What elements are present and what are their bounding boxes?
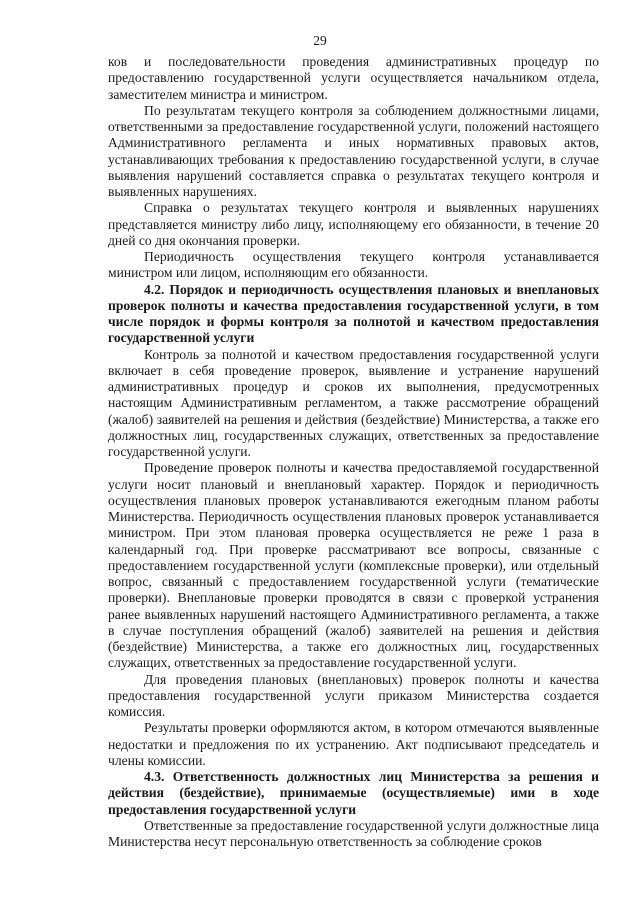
document-body <box>108 54 599 850</box>
paragraph-personal-responsibility: Ответственные за предоставление государственной услуги должностные лица Министерства несут персональную ответственность за соблюдение сроков <box>108 817 599 849</box>
section-heading-4-3: 4.3. Ответственность должностных лиц Министерства за решения и действия (бездействие), принимаемые (осуществляемые) ими в ходе предоставления государственной услуги <box>108 769 599 817</box>
paragraph-inspections: Проведение проверок полноты и качества предоставляемой государственной услуги носит плановый и внеплановый характер. Порядок и периодичность осуществления плановых проверок устанавливаются ежегодным планом работы Министерства. Периодичность осуществления плановых проверок устанавливается министром. При этом плановая проверка осуществляется не реже 1 раза в календарный год. При проверке рассматривают все вопросы, связанные с предоставлением государственной услуги (комплексные проверки), или отдельный вопрос, связанный с предоставлением государственной услуги (тематические проверки). Внеплановые проверки проводятся в связи с проверкой устранения ранее выявленных нарушений настоящего Административного регламента, а также в случае поступления обращений (жалоб) заявителей на решения и действия (бездействие) Министерства, а также его должностных лиц, государственных служащих, ответственных за предоставление государственной услуги. <box>108 460 599 671</box>
paragraph-inspection-act: Результаты проверки оформляются актом, в котором отмечаются выявленные недостатки и предложения по их устранению. Акт подписывают председатель и члены комиссии. <box>108 720 599 768</box>
paragraph-quality-control: Контроль за полнотой и качеством предоставления государственной услуги включает в себя проведение проверок, выявление и устранение нарушений административных процедур и сроков их выполнения, предусмотренных настоящим Административным регламентом, а также рассмотрение обращений (жалоб) заявителей на решения и действия (бездействие) Министерства, а также его должностных лиц, государственных служащих, ответственных за предоставление государственной услуги. <box>108 346 599 459</box>
paragraph-report-submission: Справка о результатах текущего контроля и выявленных нарушениях представляется министру либо лицу, исполняющему его обязанности, в течение 20 дней со дня окончания проверки. <box>108 200 599 248</box>
paragraph-current-control-results: По результатам текущего контроля за соблюдением должностными лицами, ответственными за предоставление государственной услуги, положений настоящего Административного регламента и иных нормативных правовых актов, устанавливающих требования к предоставлению государственной услуги, в случае выявления нарушений составляется справка о результатах текущего контроля и выявленных нарушениях. <box>108 102 599 199</box>
section-heading-4-2: 4.2. Порядок и периодичность осуществления плановых и внеплановых проверок полноты и качества предоставления государственной услуги, в том числе порядок и формы контроля за полнотой и качеством предоставления государственной услуги <box>108 281 599 346</box>
paragraph-continuation: ков и последовательности проведения административных процедур по предоставлению государственной услуги осуществляется начальником отдела, заместителем министра и министром. <box>108 54 599 102</box>
page-number: 29 <box>313 33 327 48</box>
paragraph-control-periodicity: Периодичность осуществления текущего контроля устанавливается министром или лицом, исполняющим его обязанности. <box>108 249 599 281</box>
paragraph-commission: Для проведения плановых (внеплановых) проверок полноты и качества предоставления государственной услуги приказом Министерства создается комиссия. <box>108 671 599 719</box>
